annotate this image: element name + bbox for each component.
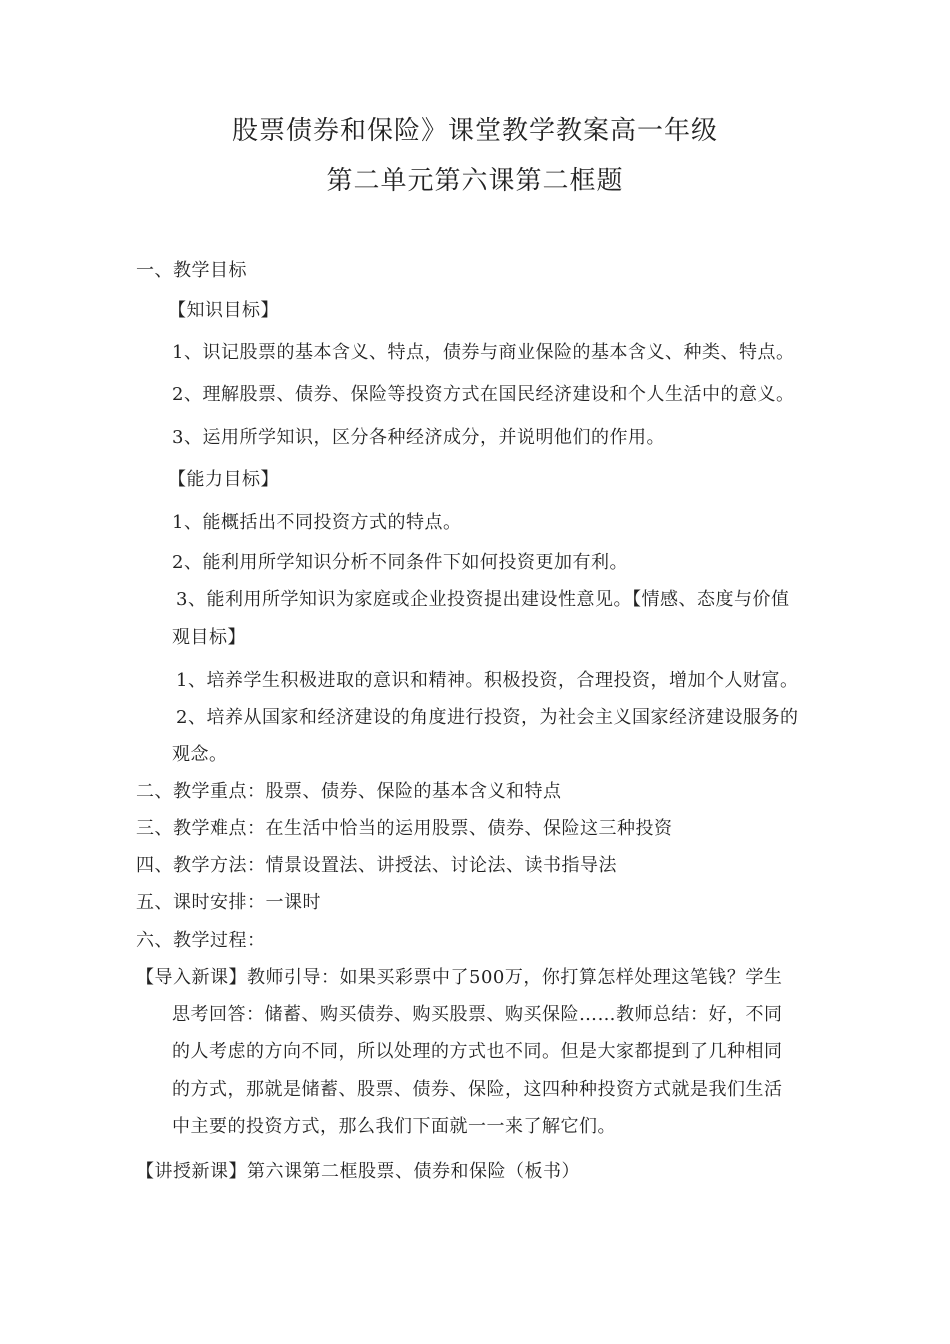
section-process: 六、教学过程： [136,930,266,951]
intro-paragraph-line: 的方式，那就是储蓄、股票、债券、保险，这四种种投资方式就是我们生活 [172,1079,783,1100]
intro-paragraph-line: 中主要的投资方式，那么我们下面就一一来了解它们。 [172,1116,616,1137]
ability-item-3-line1: 3、能利用所学知识为家庭或企业投资提出建设性意见。【情感、态度与价值 [176,589,790,610]
intro-paragraph-line: 【导入新课】教师引导：如果买彩票中了500万，你打算怎样处理这笔钱？学生 [136,967,783,988]
knowledge-item: 1、识记股票的基本含义、特点，债券与商业保险的基本含义、种类、特点。 [172,342,795,363]
emotion-item-2-line1: 2、培养从国家和经济建设的角度进行投资，为社会主义国家经济建设服务的 [176,707,799,728]
knowledge-goals-heading: 【知识目标】 [168,300,279,321]
emotion-item: 1、培养学生积极进取的意识和精神。积极投资，合理投资，增加个人财富。 [176,670,799,691]
ability-goals-heading: 【能力目标】 [168,469,279,490]
section-difficulties: 三、教学难点：在生活中恰当的运用股票、债券、保险这三种投资 [136,818,673,839]
ability-item: 2、能利用所学知识分析不同条件下如何投资更加有利。 [172,552,628,573]
section-methods: 四、教学方法：情景设置法、讲授法、讨论法、读书指导法 [136,855,617,876]
section-key-points: 二、教学重点：股票、债券、保险的基本含义和特点 [136,781,562,802]
emotion-item-2-line2: 观念。 [172,744,228,765]
ability-item: 1、能概括出不同投资方式的特点。 [172,512,462,533]
document-title-line1: 股票债券和保险》课堂教学教案高一年级 [231,116,718,146]
knowledge-item: 2、理解股票、债券、保险等投资方式在国民经济建设和个人生活中的意义。 [172,384,795,405]
ability-item-3-line2: 观目标】 [172,627,246,648]
knowledge-item: 3、运用所学知识，区分各种经济成分，并说明他们的作用。 [172,427,665,448]
section-schedule: 五、课时安排：一课时 [136,892,321,913]
intro-paragraph-line: 思考回答：储蓄、购买债券、购买股票、购买保险……教师总结：好，不同 [172,1004,783,1025]
intro-paragraph-line: 的人考虑的方向不同，所以处理的方式也不同。但是大家都提到了几种相同 [172,1041,783,1062]
lecture-heading: 【讲授新课】第六课第二框股票、债券和保险（板书） [136,1161,580,1182]
section-teaching-goals-heading: 一、教学目标 [136,260,247,281]
document-title-line2: 第二单元第六课第二框题 [326,166,624,196]
